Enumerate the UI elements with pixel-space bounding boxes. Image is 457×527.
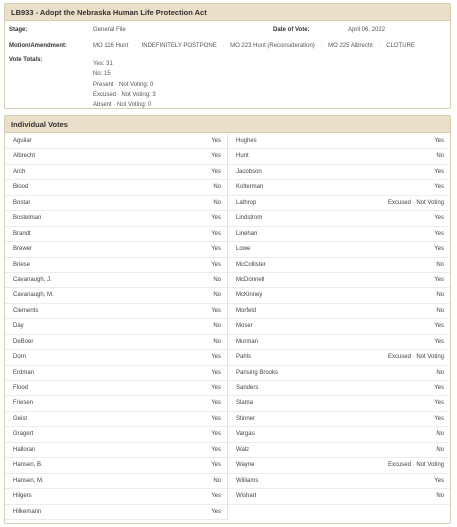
vote-value: Yes — [211, 261, 221, 268]
senator-name: Hilkemann — [13, 508, 42, 515]
stage-value: General File — [93, 27, 126, 33]
vote-row — [5, 412, 227, 427]
vote-row — [228, 396, 450, 411]
vote-row — [228, 288, 450, 303]
no-total: No: 15 — [93, 71, 111, 78]
vote-row — [228, 412, 450, 427]
vote-row — [5, 180, 227, 195]
vote-value: Yes — [211, 168, 221, 175]
vote-value: Yes — [211, 230, 221, 237]
vote-row — [5, 335, 227, 350]
vote-value: Yes — [434, 415, 444, 422]
vote-row — [5, 134, 227, 149]
vote-row — [5, 227, 227, 242]
senator-name: Albrecht — [13, 153, 36, 160]
senator-name: Bostar — [13, 199, 31, 206]
bill-title: LB933 - Adopt the Nebraska Human Life Protection Act — [5, 4, 450, 21]
vote-row — [5, 149, 227, 164]
vote-value: Yes — [211, 462, 221, 469]
excused-total: Excused · Not Voting: 3 — [93, 91, 156, 98]
senator-name: Murman — [236, 338, 259, 345]
date-value: April 06, 2022 — [348, 27, 386, 33]
senator-name: Brewer — [13, 246, 33, 253]
vote-row — [228, 458, 450, 473]
vote-row — [228, 474, 450, 489]
vote-value: No — [436, 261, 444, 268]
vote-value: No — [213, 323, 221, 330]
vote-row — [5, 381, 227, 396]
vote-row — [228, 211, 450, 226]
vote-value: Yes — [211, 446, 221, 453]
senator-name: McDonnell — [236, 276, 265, 283]
senator-name: Slama — [236, 400, 254, 407]
senator-name: Hunt — [236, 153, 249, 160]
vote-value: Yes — [434, 246, 444, 253]
senator-name: Moser — [236, 323, 253, 330]
vote-row — [228, 381, 450, 396]
vote-row — [5, 396, 227, 411]
motion-item: MO 223 Hunt (Reconsideration) — [230, 43, 315, 49]
vote-row — [228, 335, 450, 350]
vote-value: Yes — [434, 184, 444, 191]
vote-row — [228, 443, 450, 458]
vote-value: No — [213, 276, 221, 283]
vote-value: Yes — [211, 354, 221, 361]
vote-summary-panel — [4, 3, 451, 109]
vote-row — [5, 443, 227, 458]
vote-value: No — [213, 292, 221, 299]
votes-column-right — [228, 134, 450, 505]
senator-name: Blood — [13, 184, 29, 191]
vote-value: Yes — [211, 431, 221, 438]
senator-name: Lindstrom — [236, 215, 263, 222]
vote-value: Yes — [211, 215, 221, 222]
senator-name: Brandt — [13, 230, 31, 237]
individual-votes-panel — [4, 115, 451, 524]
vote-value: Yes — [434, 400, 444, 407]
senator-name: Wishart — [236, 493, 257, 500]
vote-value: Yes — [211, 369, 221, 376]
vote-value: No — [436, 292, 444, 299]
motion-item: MO 225 Albrecht — [328, 43, 373, 49]
stage-label: Stage: — [9, 27, 28, 33]
vote-row — [228, 489, 450, 504]
senator-name: McCollister — [236, 261, 266, 268]
vote-value: No — [436, 307, 444, 314]
vote-row — [228, 149, 450, 164]
senator-name: Vargas — [236, 431, 255, 438]
vote-row — [5, 165, 227, 180]
senator-name: Dorn — [13, 354, 27, 361]
vote-row — [5, 258, 227, 273]
senator-name: Kolterman — [236, 184, 264, 191]
vote-row — [5, 427, 227, 442]
senator-name: DeBoer — [13, 338, 34, 345]
vote-value: Yes — [211, 138, 221, 144]
senator-name: Briese — [13, 261, 31, 268]
senator-name: Sanders — [236, 385, 259, 391]
vote-row — [5, 273, 227, 288]
individual-votes-header: Individual Votes — [5, 116, 450, 133]
vote-value: Yes — [434, 276, 444, 283]
senator-name: Arch — [13, 168, 26, 175]
vote-value: Excused · Not Voting — [387, 462, 444, 469]
senator-name: Friesen — [13, 400, 34, 407]
vote-value: No — [436, 153, 444, 160]
vote-value: Yes — [434, 477, 444, 484]
date-label: Date of Vote: — [273, 27, 310, 33]
senator-name: Walz — [236, 446, 250, 453]
votes-columns — [5, 134, 450, 523]
vote-value: No — [213, 338, 221, 345]
vote-row — [228, 196, 450, 211]
senator-name: Cavanaugh, J. — [13, 276, 52, 283]
vote-row — [228, 180, 450, 195]
senator-name: Jacobson — [236, 168, 262, 175]
senator-name: Linehan — [236, 230, 258, 237]
vote-row — [5, 319, 227, 334]
senator-name: Hansen, B. — [13, 462, 43, 469]
vote-row — [5, 211, 227, 226]
vote-row — [5, 458, 227, 473]
vote-value: Excused · Not Voting — [387, 354, 444, 361]
vote-value: Yes — [434, 385, 444, 391]
motion-item: CLOTURE — [386, 43, 415, 49]
vote-row — [228, 242, 450, 257]
vote-row — [5, 489, 227, 504]
vote-row — [228, 165, 450, 180]
vote-row — [5, 196, 227, 211]
vote-row — [5, 350, 227, 365]
senator-name: McKinney — [236, 292, 263, 299]
vote-row — [228, 227, 450, 242]
vote-row — [228, 304, 450, 319]
vote-row — [228, 366, 450, 381]
yes-total: Yes: 31 — [93, 61, 113, 67]
vote-row — [5, 288, 227, 303]
motion-item: INDEFINITELY POSTPONE — [141, 43, 217, 49]
senator-name: Pansing Brooks — [236, 369, 279, 376]
vote-row — [228, 258, 450, 273]
senator-name: Hilgers — [13, 493, 32, 500]
senator-name: Cavanaugh, M. — [13, 292, 54, 299]
senator-name: Erdman — [13, 369, 35, 376]
vote-row — [228, 427, 450, 442]
vote-row — [228, 319, 450, 334]
senator-name: Geist — [13, 415, 28, 422]
vote-value: Yes — [211, 153, 221, 160]
vote-row — [5, 304, 227, 319]
votes-column-left — [5, 134, 228, 520]
vote-value: Yes — [434, 338, 444, 345]
totals-label: Vote Totals: — [9, 57, 43, 63]
senator-name: Stinner — [236, 415, 256, 422]
vote-row — [5, 474, 227, 489]
vote-value: Yes — [434, 323, 444, 330]
vote-value: Yes — [211, 493, 221, 500]
senator-name: Flood — [13, 385, 29, 391]
vote-row — [228, 134, 450, 149]
vote-value: Yes — [211, 400, 221, 407]
vote-value: Yes — [434, 230, 444, 237]
vote-value: No — [436, 369, 444, 376]
vote-value: Yes — [211, 385, 221, 391]
motion-list: MO 116 Hunt · INDEFINITELY POSTPONE · MO 223 Hunt (Reconsideration) · MO 225 Albrecht · CLOTURE — [93, 43, 415, 49]
vote-row — [228, 350, 450, 365]
vote-value: Yes — [211, 508, 221, 515]
senator-name: Aguilar — [13, 138, 32, 144]
senator-name: Bostelman — [13, 215, 42, 222]
senator-name: Hughes — [236, 138, 257, 144]
vote-value: Yes — [211, 307, 221, 314]
vote-value: Yes — [434, 168, 444, 175]
absent-total: Absent · Not Voting: 0 — [93, 102, 152, 109]
vote-value: No — [436, 493, 444, 500]
motion-label: Motion/Amendment: — [9, 43, 67, 49]
senator-name: Clements — [13, 307, 39, 314]
motion-item: MO 116 Hunt — [93, 43, 129, 49]
senator-name: Morfeld — [236, 307, 257, 314]
vote-value: Yes — [211, 246, 221, 253]
vote-value: No — [436, 446, 444, 453]
senator-name: Hansen, M. — [13, 477, 44, 484]
present-total: Present · Not Voting: 0 — [93, 81, 154, 88]
vote-value: No — [213, 184, 221, 191]
vote-value: Yes — [434, 215, 444, 222]
vote-value: No — [213, 199, 221, 206]
vote-value: No — [213, 477, 221, 484]
vote-totals — [93, 59, 156, 110]
senator-name: Wayne — [236, 462, 255, 469]
senator-name: Halloran — [13, 446, 36, 453]
senator-name: Pahls — [236, 354, 252, 361]
vote-value: Yes — [434, 138, 444, 144]
vote-row — [5, 505, 227, 520]
senator-name: Gragert — [13, 431, 34, 438]
vote-value: Yes — [211, 415, 221, 422]
vote-row — [5, 366, 227, 381]
senator-name: Lowe — [236, 246, 251, 253]
vote-value: No — [436, 431, 444, 438]
vote-value: Excused · Not Voting — [387, 199, 444, 206]
senator-name: Day — [13, 323, 24, 330]
senator-name: Lathrop — [236, 199, 257, 206]
vote-row — [228, 273, 450, 288]
vote-row — [5, 242, 227, 257]
senator-name: Williams — [236, 477, 259, 484]
